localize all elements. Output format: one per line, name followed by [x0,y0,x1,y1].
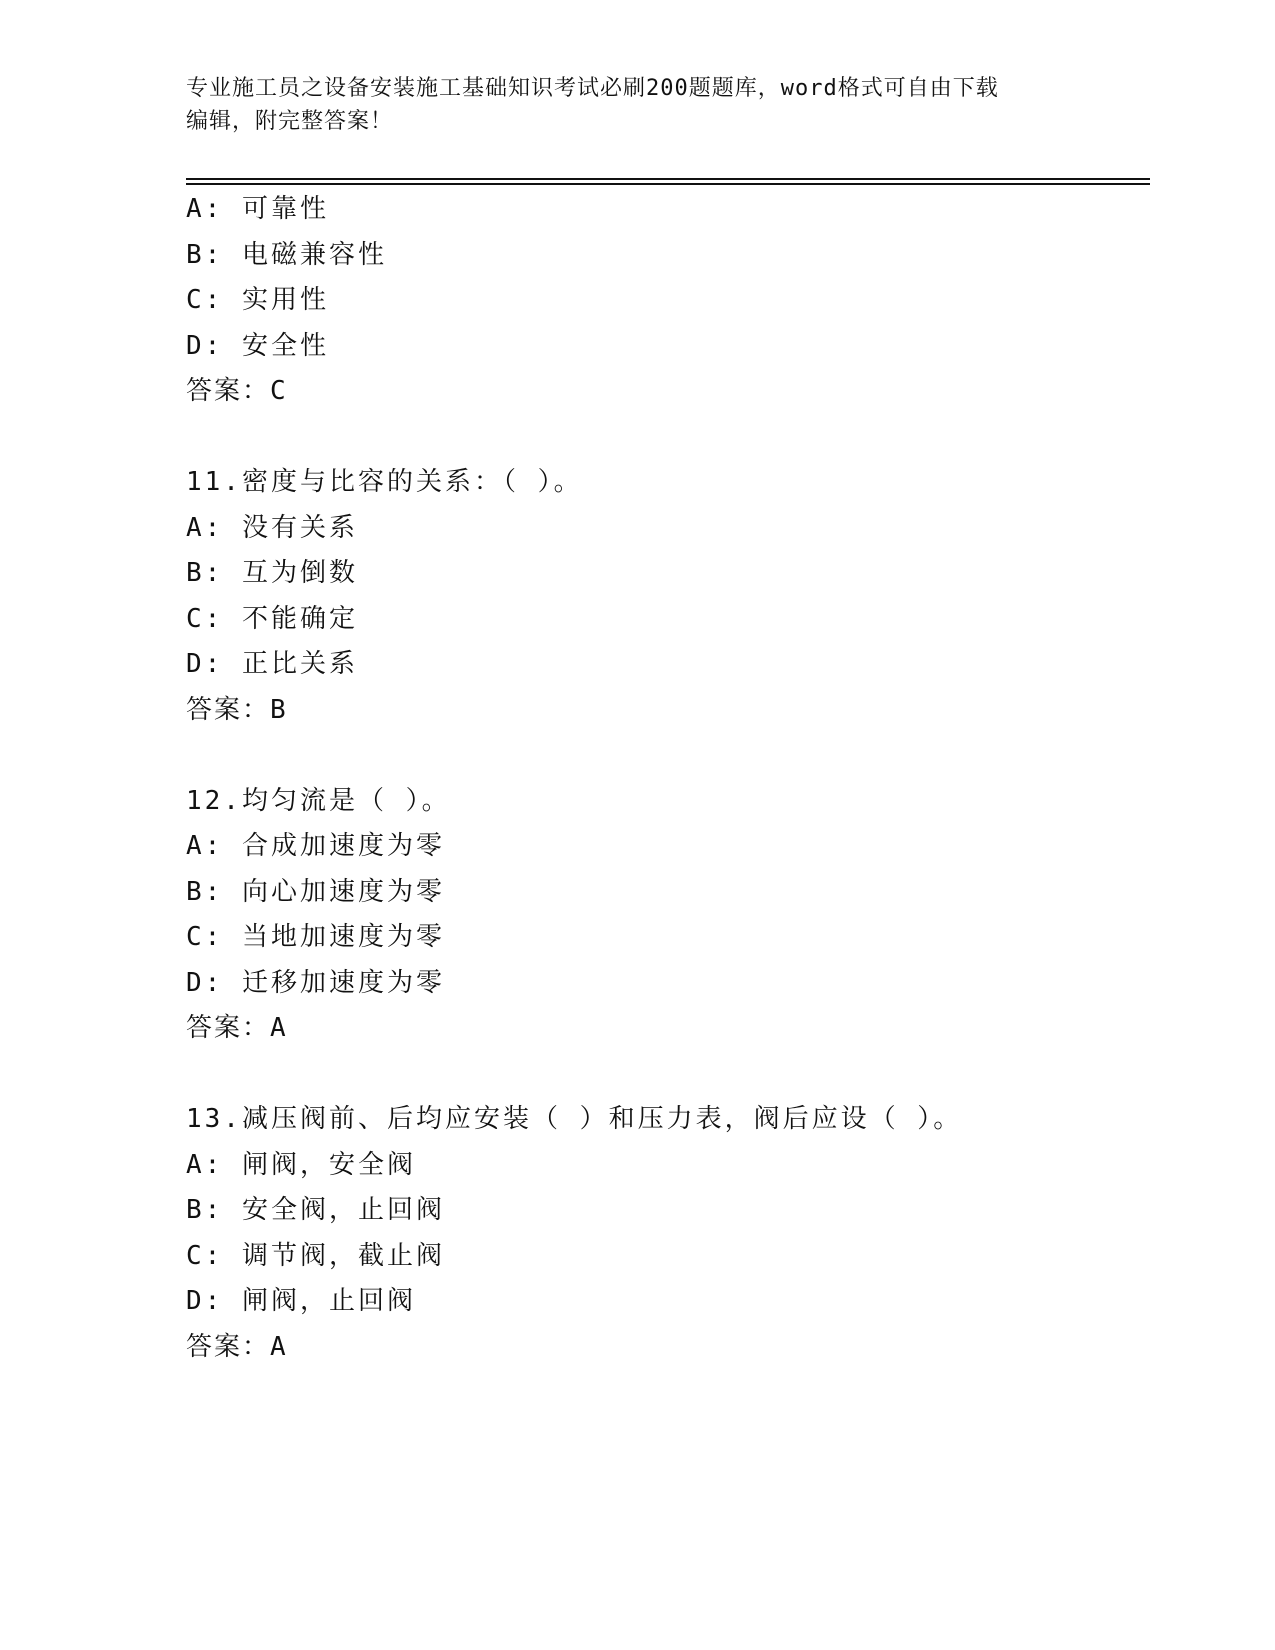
header-divider-top [186,178,1150,180]
question-10 [186,187,1146,415]
question-13 [186,1097,1146,1370]
header-divider-bottom [186,183,1150,185]
option-d: D: 安全性 [186,330,329,361]
header-title-line-1: 专业施工员之设备安装施工基础知识考试必刷200题题库，word格式可自由下载 [186,76,999,101]
answer-line: 答案：A [186,1013,288,1043]
question-spacer [186,415,1146,461]
option-c: C: 调节阀，截止阀 [186,1240,445,1271]
header-title-line-2: 编辑，附完整答案！ [186,109,394,134]
option-a: A: 闸阀，安全阀 [186,1149,416,1180]
option-b: B: 向心加速度为零 [186,876,445,907]
question-stem: 12.均匀流是（ ）。 [186,785,451,816]
option-a: A: 没有关系 [186,512,358,543]
option-c: C: 不能确定 [186,603,358,634]
option-b: B: 电磁兼容性 [186,239,387,270]
option-a: A: 可靠性 [186,194,329,224]
option-d: D: 正比关系 [186,649,358,679]
option-a: A: 合成加速度为零 [186,831,445,861]
answer-line: 答案：C [186,376,288,406]
option-c: C: 实用性 [186,285,329,315]
option-b: B: 互为倒数 [186,558,358,588]
question-spacer [186,1052,1146,1098]
question-12 [186,779,1146,1052]
answer-line: 答案：B [186,694,288,725]
question-spacer [186,733,1146,779]
question-list [186,187,1146,1370]
answer-line: 答案：A [186,1331,288,1362]
option-d: D: 闸阀，止回阀 [186,1286,416,1316]
document-header [186,72,1086,138]
question-stem: 13.减压阀前、后均应安装（ ）和压力表，阀后应设（ ）。 [186,1104,963,1134]
option-b: B: 安全阀，止回阀 [186,1195,445,1225]
option-d: D: 迁移加速度为零 [186,967,445,998]
option-c: C: 当地加速度为零 [186,922,445,952]
question-stem: 11.密度与比容的关系：（ ）。 [186,467,583,497]
question-11 [186,460,1146,733]
